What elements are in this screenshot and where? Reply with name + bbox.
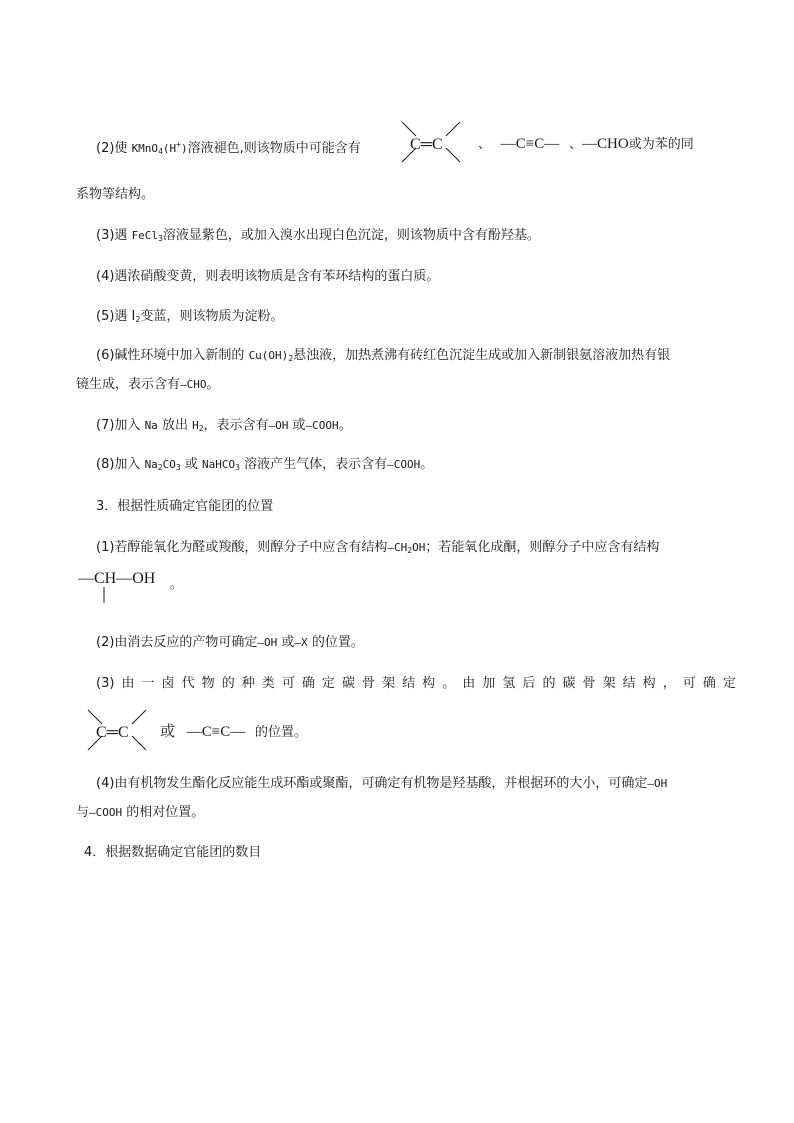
q2-c: 的位置。 — [307, 635, 364, 650]
q3-line1 — [96, 674, 736, 694]
q3-char: 。 — [442, 676, 456, 691]
ch2oh-sub: 2 — [407, 546, 413, 555]
q4-c: 的相对位置。 — [122, 805, 205, 820]
q2-b: 或 — [277, 635, 295, 650]
kmno4-close: ) — [180, 142, 188, 155]
q2 — [96, 633, 364, 653]
q3-char: 架 — [602, 676, 616, 691]
co3-sub: 3 — [175, 463, 181, 472]
cho-text: —CHO — [180, 378, 207, 391]
secondary-alcohol-structure — [78, 566, 188, 606]
alkene-structure-1 — [398, 118, 468, 168]
para-2-tail: 或为苯的同 — [628, 137, 694, 152]
q2-a: (2)由消去反应的产物可确定 — [96, 635, 258, 650]
para-8-b: 或 — [180, 457, 202, 472]
q3-char: 代 — [181, 676, 195, 691]
q3-char: 骨 — [362, 676, 376, 691]
q3-char: 结 — [622, 676, 636, 691]
na2co3-formula — [145, 458, 181, 471]
q3-char: 物 — [201, 676, 215, 691]
na2-base: Na — [144, 458, 158, 471]
para-6-line2 — [76, 375, 220, 395]
co3-base: CO — [162, 458, 176, 471]
para-6-b: 悬浊液，加热煮沸有砖红色沉淀生成或加入新制银氨溶液加热有银 — [293, 348, 671, 363]
para-6-c: 镜生成，表示含有 — [76, 377, 181, 392]
q3-char: 构 — [422, 676, 436, 691]
q4-a: (4)由有机物发生酯化反应能生成环酯或聚酯，可确定有机物是羟基酸，并根据环的大小，可确定 — [96, 776, 648, 791]
q3-char: 卤 — [161, 676, 175, 691]
or-text: 或 — [160, 722, 176, 740]
para-6-a: (6)碱性环境中加入新制的 — [96, 348, 249, 363]
q3-end: 的位置。 — [255, 725, 308, 740]
para-2-structs — [478, 134, 694, 155]
q1-line1 — [96, 538, 659, 561]
q3-char: 碳 — [341, 676, 355, 691]
q3-char: ， — [662, 676, 676, 691]
para-4: (4)遇浓硝酸变黄，则表明该物质是含有苯环结构的蛋白质。 — [96, 269, 440, 284]
q3-char: 构 — [642, 676, 656, 691]
q3-char: 氢 — [502, 676, 516, 691]
q3-char: 类 — [261, 676, 275, 691]
cuoh2-base: Cu(OH) — [248, 349, 289, 362]
ch-oh-label: —CH—OH — [78, 570, 156, 587]
alkene-structure-2 — [84, 706, 154, 756]
oh-text-2: —OH — [257, 636, 278, 649]
section-heading-3: 3．根据性质确定官能团的位置 — [96, 499, 274, 514]
cooh-text: —COOH — [305, 419, 339, 432]
para-7-d: 或 — [288, 418, 306, 433]
q3-char: (3) — [96, 676, 115, 691]
q3-line2 — [160, 721, 307, 743]
nahco3-base: NaHCO — [201, 458, 236, 471]
q3-char: 架 — [382, 676, 396, 691]
q3-char: 由 — [121, 676, 135, 691]
q4-line2 — [76, 803, 204, 823]
ch2oh-formula — [387, 541, 425, 554]
q1-end: 。 — [170, 577, 184, 592]
h2-base: H — [192, 419, 199, 432]
cho-group: —CHO — [582, 136, 629, 152]
para-5 — [96, 307, 284, 330]
oh-text-3: —OH — [647, 777, 668, 790]
q3-char: 定 — [722, 676, 736, 691]
para-8-a: (8)加入 — [96, 457, 145, 472]
para-8-d: 。 — [420, 457, 434, 472]
para-3-prefix: (3)遇 — [96, 228, 132, 243]
para-7-a: (7)加入 — [96, 418, 145, 433]
sep-1: 、 — [478, 137, 492, 152]
para-2-prefix: (2)使 — [96, 141, 132, 156]
q3-char: 后 — [522, 676, 536, 691]
na-text: Na — [144, 419, 158, 432]
kmno4-base: KMnO — [131, 142, 159, 155]
cooh-text-3: —COOH — [89, 806, 123, 819]
q3-char: 加 — [482, 676, 496, 691]
fecl3-sub: 3 — [158, 234, 163, 243]
ch2oh-base: —CH — [387, 541, 408, 554]
q3-char: 定 — [321, 676, 335, 691]
q3-char: 骨 — [582, 676, 596, 691]
para-3-text: 溶液显紫色，或加入溴水出现白色沉淀，则该物质中含有酚羟基。 — [162, 228, 540, 243]
para-6-d: 。 — [206, 377, 220, 392]
q4-line1 — [96, 774, 667, 794]
oh-text: —OH — [268, 419, 289, 432]
cooh-text-2: —COOH — [387, 458, 421, 471]
h2-sub: 2 — [198, 424, 204, 433]
para-3 — [96, 226, 540, 249]
para-8-c: 溶液产生气体，表示含有 — [239, 457, 388, 472]
cuoh2-formula — [249, 349, 294, 362]
i2-sub: 2 — [135, 315, 141, 324]
para-5-prefix: (5)遇 I — [96, 309, 136, 324]
q3-char: 可 — [281, 676, 295, 691]
q3-char: 确 — [702, 676, 716, 691]
kmno4-paren: (H — [162, 142, 177, 155]
q3-char: 的 — [221, 676, 235, 691]
x-text: —X — [294, 636, 308, 649]
q3-char: 结 — [402, 676, 416, 691]
alkene-label-2: C═C — [96, 724, 129, 741]
para-6-line1 — [96, 346, 670, 369]
na2-sub: 2 — [157, 463, 163, 472]
q3-char: 的 — [542, 676, 556, 691]
q4-b: 与 — [76, 805, 90, 820]
alkyne-label-2: —C≡C— — [186, 724, 246, 740]
q3-char: 一 — [141, 676, 155, 691]
para-2-text1: 溶液褪色,则该物质中可能含有 — [187, 141, 361, 156]
h2-formula — [192, 419, 203, 432]
q3-char: 碳 — [562, 676, 576, 691]
q3-char: 种 — [241, 676, 255, 691]
fecl3-formula — [132, 229, 163, 242]
ch2oh-end: OH — [412, 541, 426, 554]
section-heading-4: 4．根据数据确定官能团的数目 — [84, 845, 262, 860]
alkene-label-1: C═C — [410, 136, 443, 153]
nahco3-sub: 3 — [235, 463, 240, 472]
q3-char: 确 — [301, 676, 315, 691]
fecl3-base: FeCl — [131, 229, 159, 242]
para-2-line2: 系物等结构。 — [76, 187, 155, 202]
para-7-e: 。 — [338, 418, 352, 433]
q1-a: (1)若醇能氧化为醛或羧酸，则醇分子中应含有结构 — [96, 540, 388, 555]
cuoh2-sub: 2 — [288, 354, 294, 363]
nahco3-formula — [202, 458, 240, 471]
para-7-c: ，表示含有 — [203, 418, 269, 433]
q3-char: 由 — [462, 676, 476, 691]
sep-2: 、 — [569, 137, 583, 152]
kmno4-formula — [132, 142, 188, 155]
kmno4-sub: 4 — [158, 147, 163, 156]
alkyne-label-1: —C≡C— — [500, 136, 560, 152]
para-2-line1 — [96, 135, 361, 162]
para-8 — [96, 455, 433, 478]
q3-char: 可 — [682, 676, 696, 691]
para-5-text: 变蓝，则该物质为淀粉。 — [140, 309, 284, 324]
q1-b: ；若能氧化成酮，则醇分子中应含有结构 — [425, 540, 660, 555]
para-7 — [96, 416, 352, 439]
kmno4-sup: + — [176, 140, 181, 149]
para-7-b: 放出 — [157, 418, 193, 433]
